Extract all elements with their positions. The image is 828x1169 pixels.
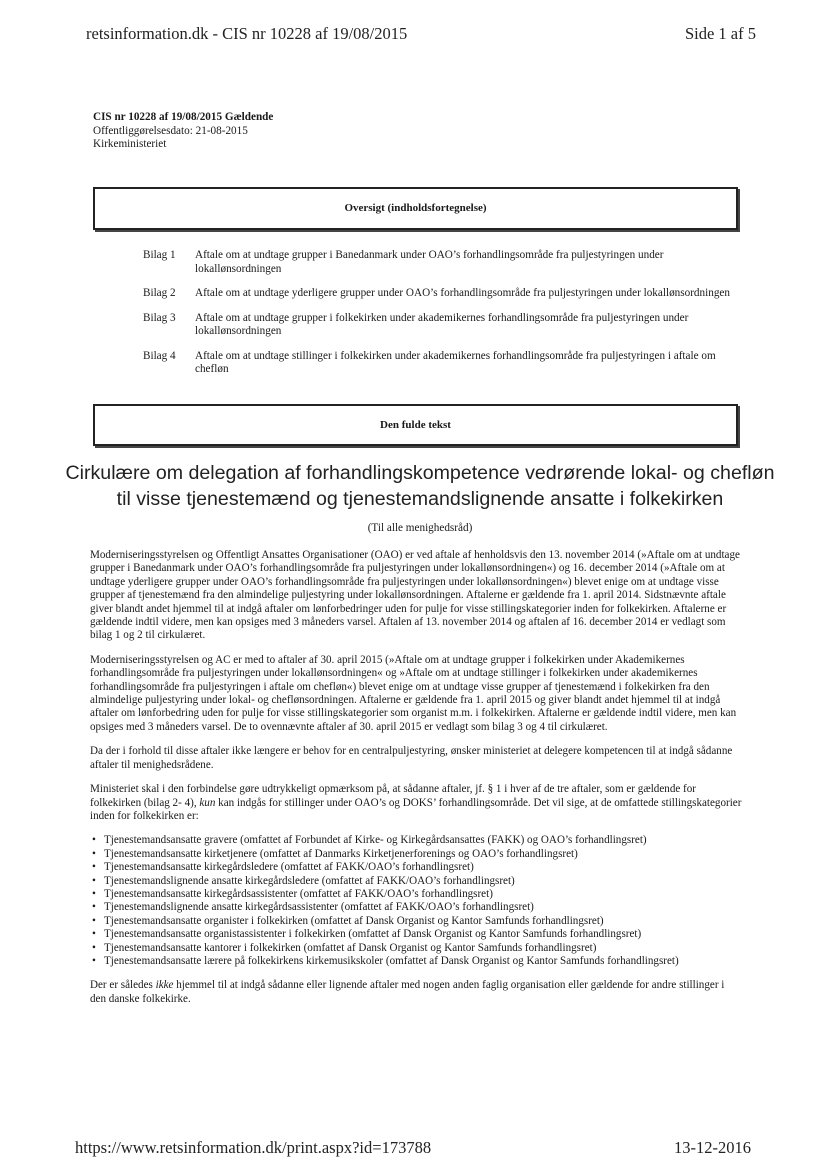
bullet-icon: • bbox=[92, 874, 96, 887]
print-header bbox=[86, 24, 756, 46]
full-text-heading-box bbox=[93, 404, 738, 446]
list-item bbox=[90, 848, 742, 861]
list-item-text: Tjenestemandsansatte organistassistenter i folkekirken (omfattet af Dansk Organist og Kantor Samfunds forhandlingsret) bbox=[104, 928, 642, 941]
list-item bbox=[90, 955, 742, 968]
paragraph-text: Ministeriet skal i den forbindelse gøre udtrykkeligt opmærksom på, at sådanne aftaler, jf. § 1 i hver af de tre aftaler, som er gældende for folkekirken (bilag 2- 4), bbox=[90, 783, 696, 809]
toc-item-label: Bilag 4 bbox=[143, 349, 176, 362]
ministry: Kirkeministeriet bbox=[93, 138, 167, 151]
bullet-icon: • bbox=[92, 941, 96, 954]
list-item bbox=[90, 942, 742, 955]
toc-item[interactable] bbox=[143, 312, 733, 339]
list-item bbox=[90, 834, 742, 847]
document-subtitle: (Til alle menighedsråd) bbox=[367, 522, 473, 534]
document-body bbox=[90, 549, 742, 1017]
toc-heading-box bbox=[93, 187, 738, 230]
paragraph bbox=[90, 979, 742, 1006]
paragraph-text: Der er således bbox=[90, 979, 156, 992]
bullet-icon: • bbox=[92, 887, 96, 900]
paragraph: Moderniseringsstyrelsen og Offentligt Ansattes Organisationer (OAO) er ved aftale af henholdsvis den 13. november 2014 (»Aftale om at undtage grupper i Banedanmark under OAO’s forhandlingsområde fra puljestyringen under lokallønsordningen«) og 16. december 2014 (»Aftale om at undtage yderligere grupper under OAO’s forhandlingsområde fra puljestyringen under lokallønsordningen«) blevet enige om at undtage visse grupper af tjenestemænd fra den almindelige puljestyring under lokallønsordningen. Aftalerne er gældende fra 1. april 2014. Sidstnævnte aftale giver blandt andet hjemmel til at indgå aftaler om lønforbedringer uden for pulje for visse stillingskategorier inden for folkekirken. Aftalerne er gældende indtil videre, men kan opsiges med 3 måneders varsel. Aftalen af 13. november 2014 og aftalen af 16. december 2014 er vedlagt som bilag 1 og 2 til cirkulæret. bbox=[90, 549, 740, 642]
toc-item-label: Bilag 3 bbox=[143, 311, 176, 324]
paragraph bbox=[90, 783, 742, 823]
toc-item-text: Aftale om at undtage grupper i Banedanmark under OAO’s forhandlingsområde fra puljestyringen under lokallønsordningen bbox=[195, 249, 664, 275]
document-id: CIS nr 10228 af 19/08/2015 Gældende bbox=[93, 111, 274, 123]
list-item-text: Tjenestemandslignende ansatte kirkegårdsledere (omfattet af FAKK/OAO’s forhandlingsret) bbox=[104, 874, 515, 887]
bullet-icon: • bbox=[92, 914, 96, 927]
header-source: retsinformation.dk - CIS nr 10228 af 19/08/2015 bbox=[86, 24, 408, 43]
list-item bbox=[90, 915, 742, 928]
publication-date: Offentliggørelsesdato: 21-08-2015 bbox=[93, 124, 248, 137]
list-item-text: Tjenestemandsansatte kirkegårdsledere (omfattet af FAKK/OAO’s forhandlingsret) bbox=[104, 861, 474, 874]
list-item-text: Tjenestemandsansatte organister i folkekirken (omfattet af Dansk Organist og Kantor Samfunds forhandlingsret) bbox=[104, 914, 604, 927]
toc-item-label: Bilag 2 bbox=[143, 287, 176, 299]
toc-item[interactable] bbox=[143, 350, 733, 377]
paragraph: Da der i forhold til disse aftaler ikke længere er behov for en centralpuljestyring, ønsker ministeriet at delegere kompetencen til at indgå sådanne aftaler til menighedsrådene. bbox=[90, 745, 733, 771]
list-item bbox=[90, 861, 742, 874]
bullet-icon: • bbox=[92, 861, 96, 874]
footer-url: https://www.retsinformation.dk/print.aspx?id=173788 bbox=[75, 1138, 432, 1157]
list-item bbox=[90, 888, 742, 901]
header-page-number: Side 1 af 5 bbox=[684, 24, 756, 43]
toc-heading: Oversigt (indholdsfortegnelse) bbox=[344, 202, 487, 214]
print-footer bbox=[75, 1138, 751, 1160]
toc-item[interactable] bbox=[143, 287, 733, 301]
toc-item-label: Bilag 1 bbox=[143, 249, 176, 261]
paragraph-text: kan indgås for stillinger under OAO’s og DOKS’ forhandlingsområde. Det vil sige, at de omfattede stillingskategorier inden for folkekirken er: bbox=[90, 796, 742, 822]
toc-item-text: Aftale om at undtage stillinger i folkekirken under akademikernes forhandlingsområde fra puljestyringen i aftale om chefløn bbox=[195, 349, 716, 375]
list-item-text: Tjenestemandsansatte lærere på folkekirkens kirkemusikskoler (omfattet af Dansk Organist og Kantor Samfunds forhandlingsret) bbox=[104, 954, 679, 967]
toc-list bbox=[143, 249, 733, 388]
toc-item-text: Aftale om at undtage yderligere grupper under OAO’s forhandlingsområde fra puljestyringen under lokallønsordningen bbox=[195, 287, 730, 299]
list-item-text: Tjenestemandsansatte kantorer i folkekirken (omfattet af Dansk Organist og Kantor Samfunds forhandlingsret) bbox=[104, 941, 597, 954]
list-item bbox=[90, 875, 742, 888]
list-item-text: Tjenestemandsansatte gravere (omfattet af Forbundet af Kirke- og Kirkegårdsansattes (FAKK) og OAO’s forhandlingsret) bbox=[104, 834, 647, 847]
emphasis: kun bbox=[199, 796, 216, 809]
toc-item-text: Aftale om at undtage grupper i folkekirken under akademikernes forhandlingsområde fra puljestyringen under lokallønsordningen bbox=[195, 311, 689, 337]
bullet-icon: • bbox=[92, 901, 96, 914]
list-item-text: Tjenestemandsansatte kirketjenere (omfattet af Danmarks Kirketjenerforenings og OAO’s forhandlingsret) bbox=[104, 847, 578, 860]
list-item-text: Tjenestemandsansatte kirkegårdsassistenter (omfattet af FAKK/OAO’s forhandlingsret) bbox=[104, 887, 493, 900]
list-item bbox=[90, 928, 742, 941]
bullet-icon: • bbox=[92, 928, 96, 941]
list-item-text: Tjenestemandslignende ansatte kirkegårdsassistenter (omfattet af FAKK/OAO’s forhandlingsret) bbox=[104, 901, 534, 914]
paragraph-text: hjemmel til at indgå sådanne eller lignende aftaler med nogen anden faglig organisation eller gældende for andre stillinger i den danske folkekirke. bbox=[90, 979, 725, 1005]
toc-item[interactable] bbox=[143, 249, 733, 276]
document-meta bbox=[93, 111, 273, 152]
document-title: Cirkulære om delegation af forhandlingskompetence vedrørende lokal- og chefløn til visse tjenestemænd og tjenestemandslignende ansatte i folkekirken bbox=[65, 462, 775, 510]
bullet-icon: • bbox=[92, 954, 96, 967]
bullet-icon: • bbox=[92, 847, 96, 860]
paragraph: Moderniseringsstyrelsen og AC er med to aftaler af 30. april 2015 (»Aftale om at undtage grupper i folkekirken under Akademikernes forhandlingsområde fra puljestyringen under lokallønsordningen« og »Aftale om at undtage stillinger i folkekirken under akademikernes forhandlingsområde fra puljestyringen i aftale om chefløn«) blevet enige om at undtage visse grupper af tjenestemænd i folkekirken fra den almindelige puljestyring under lokal- og cheflønsordningen. Aftalerne er gældende fra 1. april 2015 og giver blandt andet hjemmel til at indgå aftaler om lønforbedring uden for pulje for visse stillingskategorier som organist m.m. i folkekirken. Aftalerne er gældende indtil videre, men kan opsiges med 3 måneders varsel. De to ovennævnte aftaler af 30. april 2015 er vedlagt som bilag 3 og 4 til cirkulæret. bbox=[90, 653, 737, 733]
emphasis: ikke bbox=[155, 979, 174, 992]
list-item bbox=[90, 901, 742, 914]
category-list bbox=[90, 834, 742, 968]
bullet-icon: • bbox=[92, 834, 96, 847]
footer-date: 13-12-2016 bbox=[674, 1138, 751, 1157]
full-text-heading: Den fulde tekst bbox=[380, 419, 451, 431]
